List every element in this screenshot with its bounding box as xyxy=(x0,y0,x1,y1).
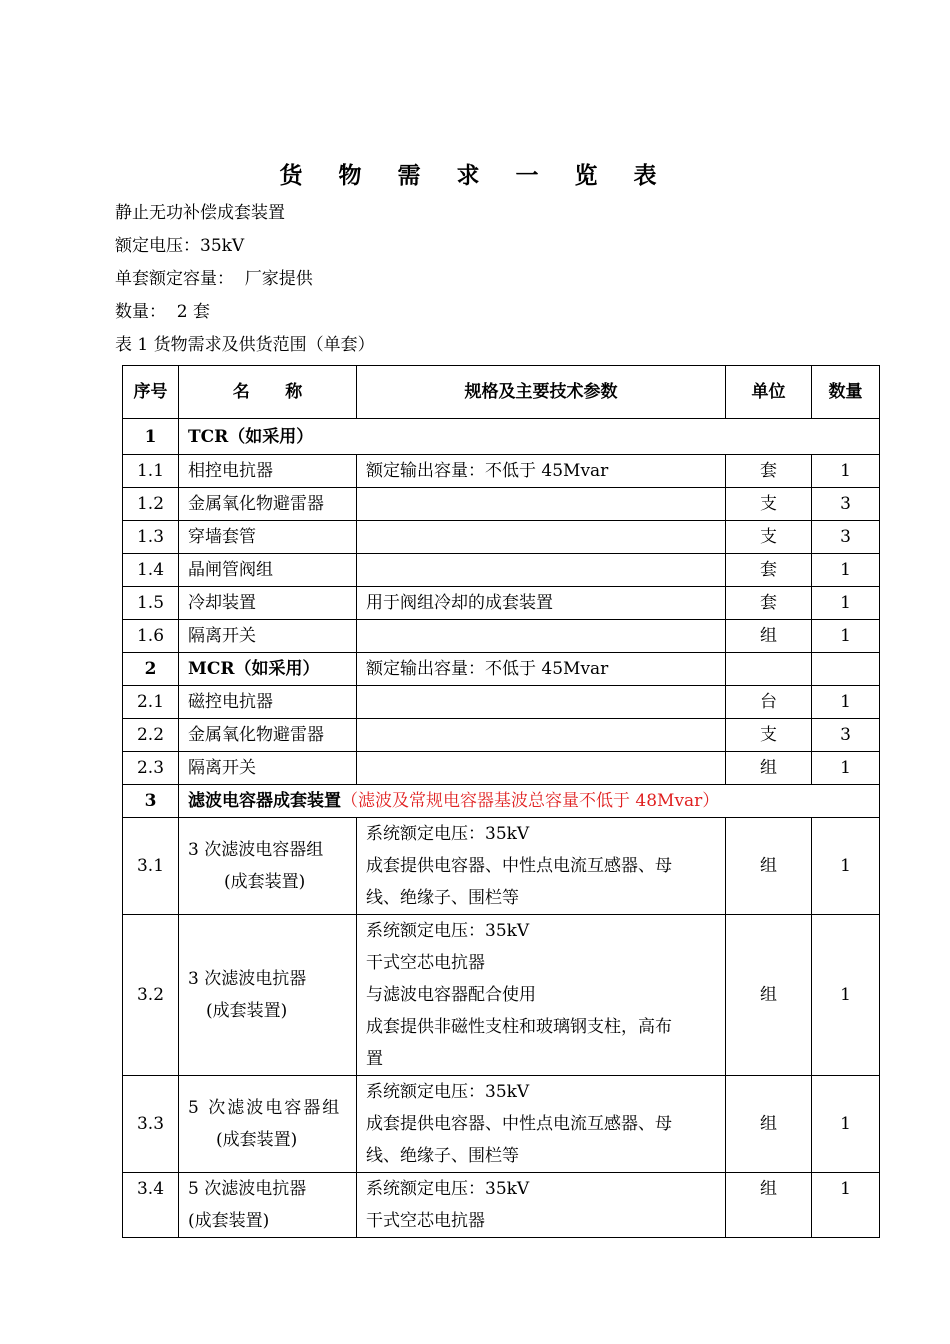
item-unit: 支 xyxy=(726,488,812,521)
table-row xyxy=(123,686,880,719)
table-row xyxy=(123,752,880,785)
table-row xyxy=(123,521,880,554)
item-qty: 1 xyxy=(812,1173,880,1238)
quantity: 数量： 2 套 xyxy=(115,302,211,322)
item-unit: 支 xyxy=(726,719,812,752)
table-row xyxy=(123,554,880,587)
item-spec: 用于阀组冷却的成套装置 xyxy=(357,587,726,620)
row-number: 1.1 xyxy=(123,455,179,488)
item-unit: 套 xyxy=(726,554,812,587)
item-qty: 1 xyxy=(812,752,880,785)
table-row xyxy=(123,455,880,488)
item-spec xyxy=(357,554,726,587)
section-note: （滤波及常规电容器基波总容量不低于 48Mvar） xyxy=(341,791,720,811)
table-row xyxy=(123,620,880,653)
table-row xyxy=(123,915,880,1076)
page-title: 货 物 需 求 一 览 表 xyxy=(279,162,671,189)
table-row xyxy=(123,587,880,620)
item-spec-line: 系统额定电压：35kV xyxy=(366,921,530,941)
item-spec-line: 成套提供非磁性支柱和玻璃钢支柱，高布 xyxy=(366,1017,672,1037)
row-number: 3.3 xyxy=(123,1076,179,1173)
item-qty: 1 xyxy=(812,455,880,488)
item-name: 晶闸管阀组 xyxy=(179,554,357,587)
product-name: 静止无功补偿成套装置 xyxy=(115,203,285,223)
rated-voltage: 额定电压：35kV xyxy=(115,236,245,256)
item-name: 3 次滤波电容器组 xyxy=(188,840,324,860)
item-name: 3 次滤波电抗器 xyxy=(188,969,307,989)
item-unit: 组 xyxy=(726,1173,812,1238)
table-row xyxy=(123,1076,880,1173)
item-qty: 1 xyxy=(812,915,880,1076)
section-row xyxy=(123,419,880,455)
item-spec-line: 成套提供电容器、中性点电流互感器、母 xyxy=(366,1114,672,1134)
item-name: 5 次滤波电抗器 xyxy=(188,1179,307,1199)
item-unit: 组 xyxy=(726,620,812,653)
item-spec xyxy=(357,521,726,554)
row-number: 1.6 xyxy=(123,620,179,653)
item-spec xyxy=(357,620,726,653)
header-unit: 单位 xyxy=(726,366,812,419)
item-name: 磁控电抗器 xyxy=(179,686,357,719)
item-spec-line: 线、绝缘子、围栏等 xyxy=(366,888,519,908)
section-title: TCR（如采用） xyxy=(179,419,880,455)
item-spec-line: 线、绝缘子、围栏等 xyxy=(366,1146,519,1166)
row-number: 3.2 xyxy=(123,915,179,1076)
table-row xyxy=(123,488,880,521)
item-qty: 1 xyxy=(812,818,880,915)
item-name-sub: (成套装置) xyxy=(224,872,306,892)
table-caption: 表 1 货物需求及供货范围（单套） xyxy=(115,335,375,355)
item-qty: 3 xyxy=(812,488,880,521)
item-spec-cell xyxy=(357,818,726,915)
section-number: 3 xyxy=(123,785,179,818)
item-spec xyxy=(357,719,726,752)
item-spec-cell xyxy=(357,915,726,1076)
row-number: 3.4 xyxy=(123,1173,179,1238)
item-spec-line: 成套提供电容器、中性点电流互感器、母 xyxy=(366,856,672,876)
item-unit: 套 xyxy=(726,455,812,488)
item-name-cell xyxy=(179,1076,357,1173)
item-name: 穿墙套管 xyxy=(179,521,357,554)
item-unit: 支 xyxy=(726,521,812,554)
rated-capacity: 单套额定容量： 厂家提供 xyxy=(115,269,313,289)
row-number: 1.4 xyxy=(123,554,179,587)
item-unit xyxy=(726,653,812,686)
item-name: 隔离开关 xyxy=(179,752,357,785)
item-name-sub: (成套装置) xyxy=(216,1130,298,1150)
row-number: 3.1 xyxy=(123,818,179,915)
table-row xyxy=(123,1173,880,1238)
item-unit: 组 xyxy=(726,752,812,785)
section-number: 1 xyxy=(123,419,179,455)
section-number: 2 xyxy=(123,653,179,686)
header-spec: 规格及主要技术参数 xyxy=(357,366,726,419)
item-name-sub: (成套装置) xyxy=(188,1211,270,1231)
header-index: 序号 xyxy=(123,366,179,419)
item-name: 相控电抗器 xyxy=(179,455,357,488)
item-name: 金属氧化物避雷器 xyxy=(179,719,357,752)
header-qty: 数量 xyxy=(812,366,880,419)
item-unit: 组 xyxy=(726,915,812,1076)
section-title: MCR（如采用） xyxy=(179,653,357,686)
item-spec-cell xyxy=(357,1173,726,1238)
item-name: 金属氧化物避雷器 xyxy=(179,488,357,521)
item-qty: 3 xyxy=(812,719,880,752)
item-unit: 组 xyxy=(726,818,812,915)
row-number: 2.2 xyxy=(123,719,179,752)
item-qty: 3 xyxy=(812,521,880,554)
item-name-cell xyxy=(179,1173,357,1238)
item-name: 隔离开关 xyxy=(179,620,357,653)
item-name: 冷却装置 xyxy=(179,587,357,620)
table-row xyxy=(123,818,880,915)
row-number: 2.1 xyxy=(123,686,179,719)
item-qty: 1 xyxy=(812,686,880,719)
item-name-cell xyxy=(179,915,357,1076)
item-name-sub: (成套装置) xyxy=(206,1001,288,1021)
item-spec xyxy=(357,752,726,785)
item-qty: 1 xyxy=(812,620,880,653)
item-spec-line: 置 xyxy=(366,1049,383,1069)
table-header-row xyxy=(123,366,880,419)
item-spec-line: 系统额定电压：35kV xyxy=(366,1082,530,1102)
item-qty: 1 xyxy=(812,1076,880,1173)
table-row xyxy=(123,719,880,752)
row-number: 2.3 xyxy=(123,752,179,785)
section-row xyxy=(123,653,880,686)
item-spec xyxy=(357,488,726,521)
item-unit: 套 xyxy=(726,587,812,620)
item-spec-line: 与滤波电容器配合使用 xyxy=(366,985,536,1005)
header-name: 名 称 xyxy=(179,366,357,419)
item-qty xyxy=(812,653,880,686)
row-number: 1.5 xyxy=(123,587,179,620)
item-unit: 台 xyxy=(726,686,812,719)
item-qty: 1 xyxy=(812,554,880,587)
item-spec xyxy=(357,686,726,719)
item-spec-line: 干式空芯电抗器 xyxy=(366,953,485,973)
row-number: 1.2 xyxy=(123,488,179,521)
item-qty: 1 xyxy=(812,587,880,620)
row-number: 1.3 xyxy=(123,521,179,554)
item-unit: 组 xyxy=(726,1076,812,1173)
item-name: 5 次滤波电容器组 xyxy=(188,1098,342,1118)
item-spec-line: 系统额定电压：35kV xyxy=(366,1179,530,1199)
item-name-cell xyxy=(179,818,357,915)
item-spec-line: 干式空芯电抗器 xyxy=(366,1211,485,1231)
item-spec: 额定输出容量：不低于 45Mvar xyxy=(357,653,726,686)
section-title: 滤波电容器成套装置 xyxy=(188,791,341,811)
section-title-cell xyxy=(179,785,880,818)
section-row xyxy=(123,785,880,818)
item-spec-line: 系统额定电压：35kV xyxy=(366,824,530,844)
item-spec-cell xyxy=(357,1076,726,1173)
item-spec: 额定输出容量：不低于 45Mvar xyxy=(357,455,726,488)
goods-table xyxy=(122,365,880,1238)
